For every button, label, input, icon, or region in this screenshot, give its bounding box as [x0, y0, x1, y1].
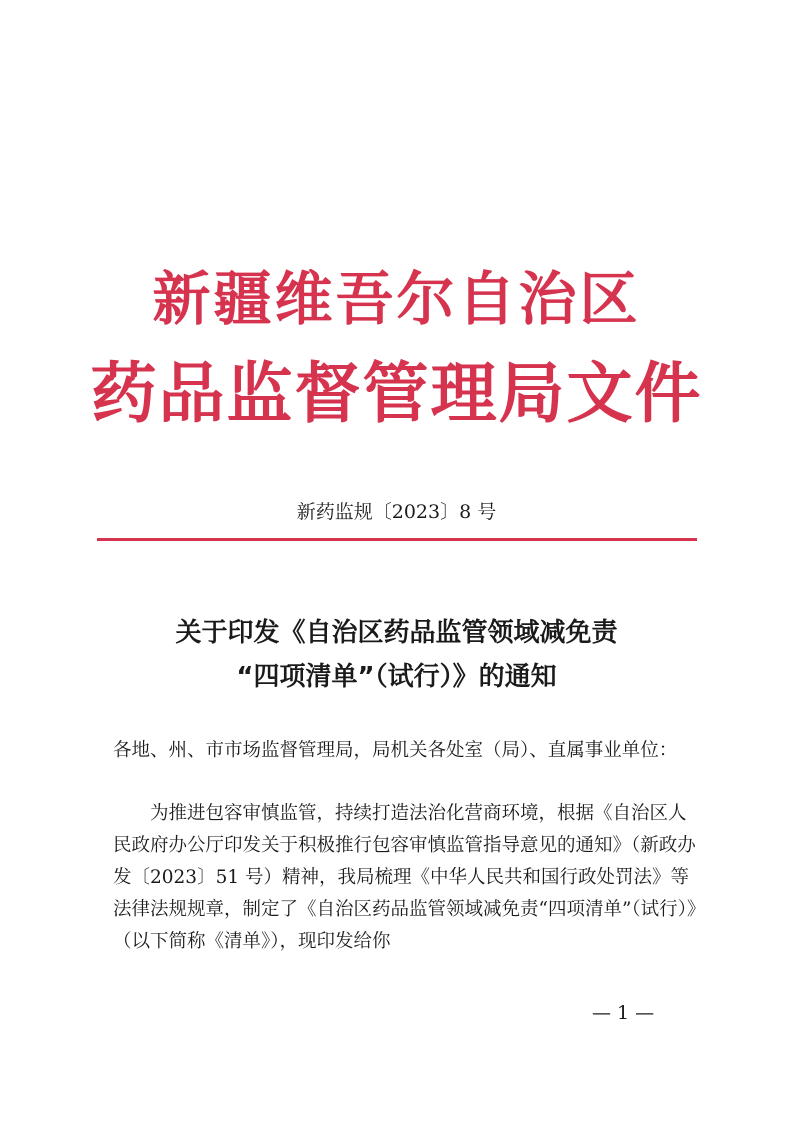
- salutation: 各地、州、市市场监督管理局，局机关各处室（局）、直属事业单位：: [113, 740, 678, 761]
- red-divider-line: [97, 538, 697, 541]
- body-paragraph: 为推进包容审慎监管，持续打造法治化营商环境，根据《自治区人民政府办公厅印发关于积极推行包容审慎监管指导意见的通知》（新政办发〔2023〕51 号）精神，我局梳理《中华人民共和国行政处罚法》等法律法规规章，制定了《自治区药品监管领域减免责“四项清单”（试行）》（以下简称《清单》），现印发给你: [113, 803, 697, 952]
- notice-title-line-2: “四项清单”（试行）》的通知: [236, 662, 557, 692]
- document-number: 新药监规〔2023〕8 号: [296, 501, 497, 523]
- notice-title-line-1: 关于印发《自治区药品监管领域减免责: [175, 618, 618, 648]
- document-type-line: 药品监督管理局文件: [90, 355, 703, 432]
- page-number: — 1 —: [592, 1002, 655, 1024]
- issuer-name-line: 新疆维吾尔自治区: [152, 265, 641, 333]
